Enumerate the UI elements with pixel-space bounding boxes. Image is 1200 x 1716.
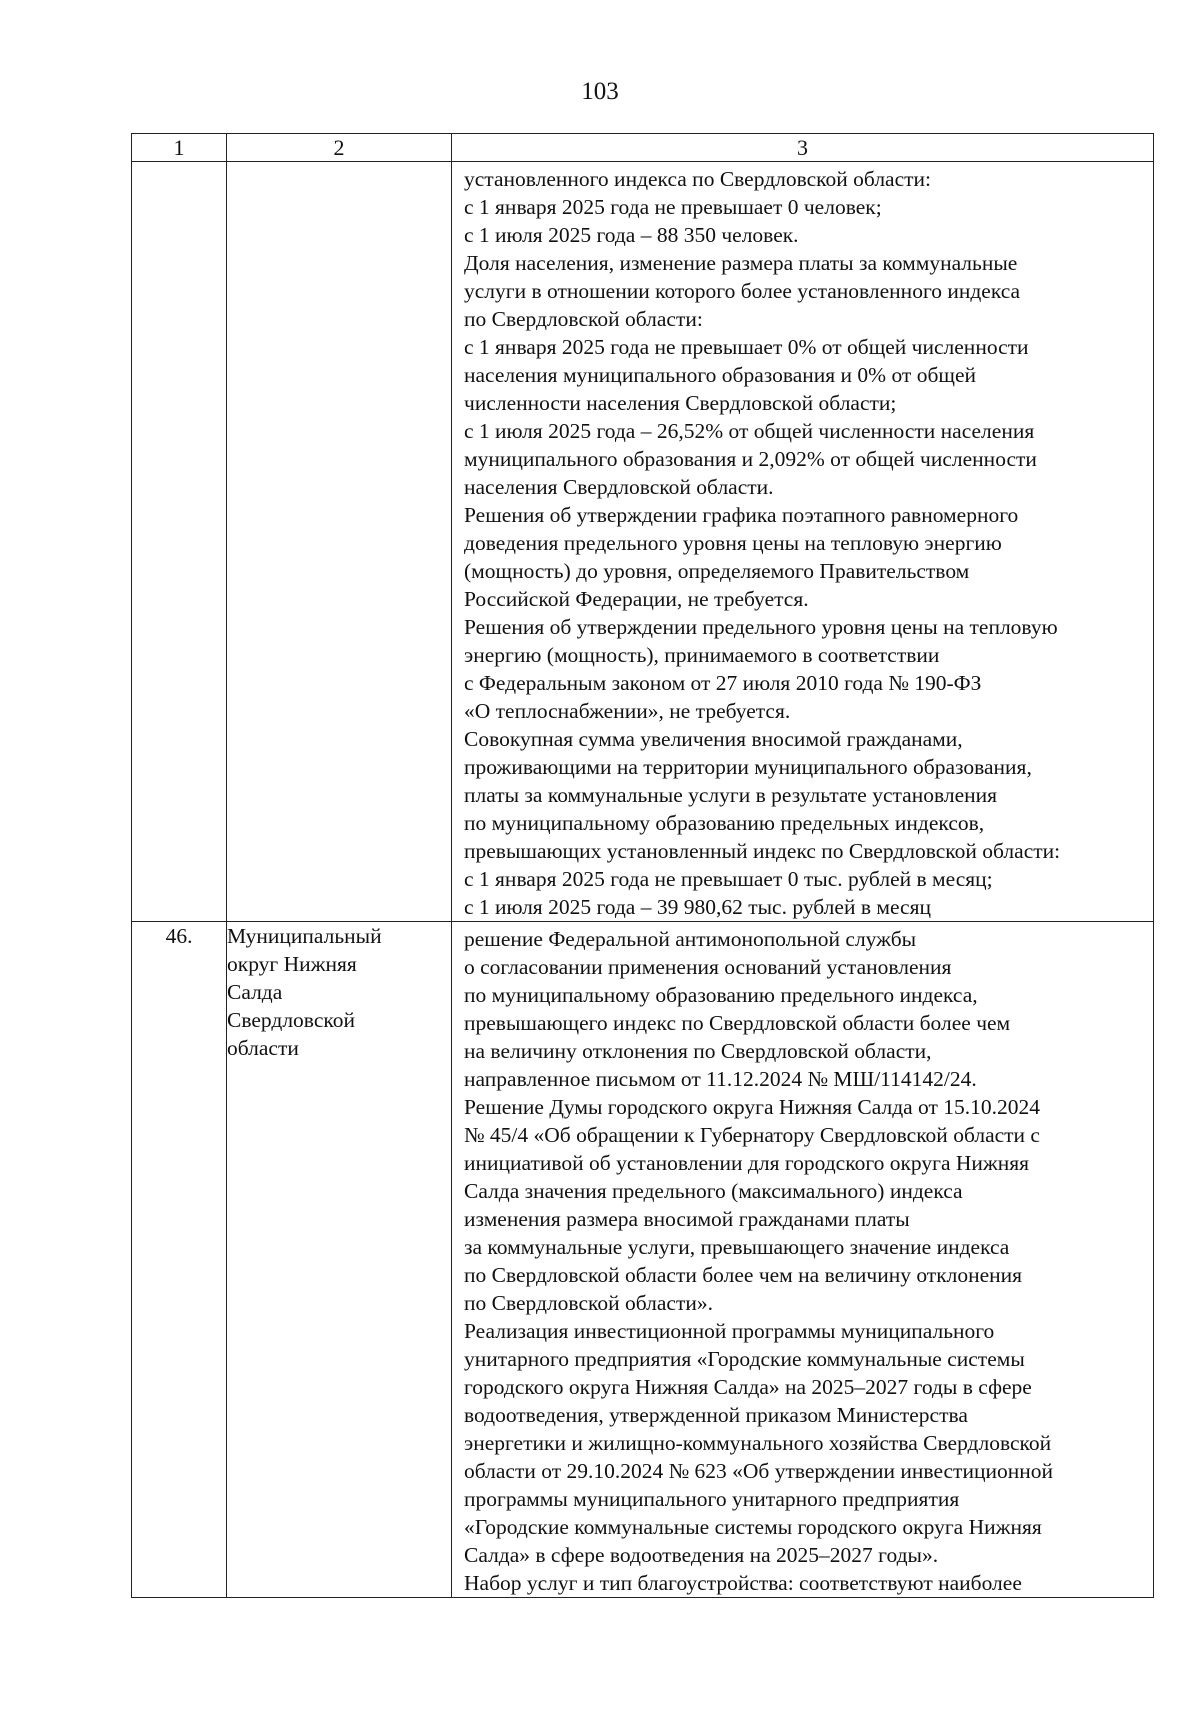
description-line: по муниципальному образованию предельного индекса,	[464, 983, 978, 1007]
description-line: водоотведения, утвержденной приказом Министерства	[464, 1403, 968, 1427]
description-line: услуги в отношении которого более установленного индекса	[464, 279, 1021, 303]
description-line: решение Федеральной антимонопольной службы	[464, 927, 917, 951]
municipality-name-cell	[227, 922, 452, 1598]
description-line: проживающими на территории муниципального образования,	[464, 755, 1032, 779]
description-line: № 45/4 «Об обращении к Губернатору Свердловской области с	[464, 1123, 1040, 1147]
column-header-2: 2	[227, 134, 452, 162]
description-line: с 1 января 2025 года не превышает 0 тыс. рублей в месяц;	[464, 867, 993, 891]
description-line: Реализация инвестиционной программы муниципального	[464, 1319, 995, 1343]
description-line: энергетики и жилищно-коммунального хозяйства Свердловской	[464, 1431, 1052, 1455]
description-line: платы за коммунальные услуги в результате установления	[464, 783, 998, 807]
description-line: (мощность) до уровня, определяемого Правительством	[464, 559, 970, 583]
column-header-3: 3	[452, 134, 1154, 162]
description-line: Совокупная сумма увеличения вносимой гражданами,	[464, 727, 963, 751]
description-line: Набор услуг и тип благоустройства: соответствуют наиболее	[464, 1571, 1022, 1595]
description-line: унитарного предприятия «Городские коммунальные системы	[464, 1347, 1025, 1371]
description-line: Решения об утверждении графика поэтапного равномерного	[464, 503, 1019, 527]
description-cell	[452, 162, 1154, 922]
municipality-name-line: области	[227, 1036, 299, 1060]
description-line: установленного индекса по Свердловской области:	[464, 167, 932, 191]
description-line: городского округа Нижняя Салда» на 2025–2027 годы в сфере	[464, 1375, 1032, 1399]
description-line: населения муниципального образования и 0% от общей	[464, 363, 976, 387]
description-line: по муниципальному образованию предельных индексов,	[464, 811, 985, 835]
description-line: на величину отклонения по Свердловской области,	[464, 1039, 932, 1063]
description-line: Российской Федерации, не требуется.	[464, 587, 809, 611]
page-number: 103	[581, 78, 619, 105]
description-line: по Свердловской области более чем на величину отклонения	[464, 1263, 1023, 1287]
description-line: муниципального образования и 2,092% от общей численности	[464, 447, 1037, 471]
description-line: энергию (мощность), принимаемого в соответствии	[464, 643, 940, 667]
description-line: Салда» в сфере водоотведения на 2025–2027 годы».	[464, 1543, 939, 1567]
table-row	[132, 162, 1154, 922]
description-line: населения Свердловской области.	[464, 475, 774, 499]
municipality-name-line: Свердловской	[227, 1008, 355, 1032]
description-cell	[452, 922, 1154, 1598]
description-line: Решение Думы городского округа Нижняя Салда от 15.10.2024	[464, 1095, 1041, 1119]
description-line: о согласовании применения оснований установления	[464, 955, 952, 979]
description-line: «О теплоснабжении», не требуется.	[464, 699, 791, 723]
column-header-1: 1	[132, 134, 227, 162]
description-line: Салда значения предельного (максимального) индекса	[464, 1179, 963, 1203]
description-line: с 1 января 2025 года не превышает 0 человек;	[464, 195, 882, 219]
description-line: «Городские коммунальные системы городского округа Нижняя	[464, 1515, 1042, 1539]
header-row	[132, 134, 1154, 162]
row-number-cell	[132, 162, 227, 922]
description-line: Доля населения, изменение размера платы за коммунальные	[464, 251, 1018, 275]
description-line: изменения размера вносимой гражданами платы	[464, 1207, 910, 1231]
description-line: с 1 июля 2025 года – 88 350 человек.	[464, 223, 799, 247]
description-line: программы муниципального унитарного предприятия	[464, 1487, 960, 1511]
description-line: с 1 января 2025 года не превышает 0% от общей численности	[464, 335, 1029, 359]
description-line: по Свердловской области».	[464, 1291, 713, 1315]
municipality-name-cell	[227, 162, 452, 922]
description-line: с 1 июля 2025 года – 26,52% от общей численности населения	[464, 419, 1035, 443]
row-number-cell: 46.	[132, 922, 227, 1598]
description-line: инициативой об установлении для городского округа Нижняя	[464, 1151, 1030, 1175]
description-line: численности населения Свердловской области;	[464, 391, 897, 415]
description-line: области от 29.10.2024 № 623 «Об утверждении инвестиционной	[464, 1459, 1053, 1483]
description-line: по Свердловской области:	[464, 307, 703, 331]
description-line: направленное письмом от 11.12.2024 № МШ/114142/24.	[464, 1067, 977, 1091]
municipality-name-line: округ Нижняя	[227, 952, 357, 976]
data-table	[131, 133, 1154, 1598]
table-row	[132, 922, 1154, 1598]
municipality-name-line: Муниципальный	[227, 924, 382, 948]
description-line: превышающих установленный индекс по Свердловской области:	[464, 839, 1061, 863]
description-line: превышающего индекс по Свердловской области более чем	[464, 1011, 1011, 1035]
municipality-name-line: Салда	[227, 980, 283, 1004]
description-line: с Федеральным законом от 27 июля 2010 года № 190-ФЗ	[464, 671, 982, 695]
description-line: за коммунальные услуги, превышающего значение индекса	[464, 1235, 1010, 1259]
description-line: Решения об утверждении предельного уровня цены на тепловую	[464, 615, 1058, 639]
description-line: с 1 июля 2025 года – 39 980,62 тыс. рублей в месяц	[464, 895, 931, 919]
description-line: доведения предельного уровня цены на тепловую энергию	[464, 531, 1002, 555]
